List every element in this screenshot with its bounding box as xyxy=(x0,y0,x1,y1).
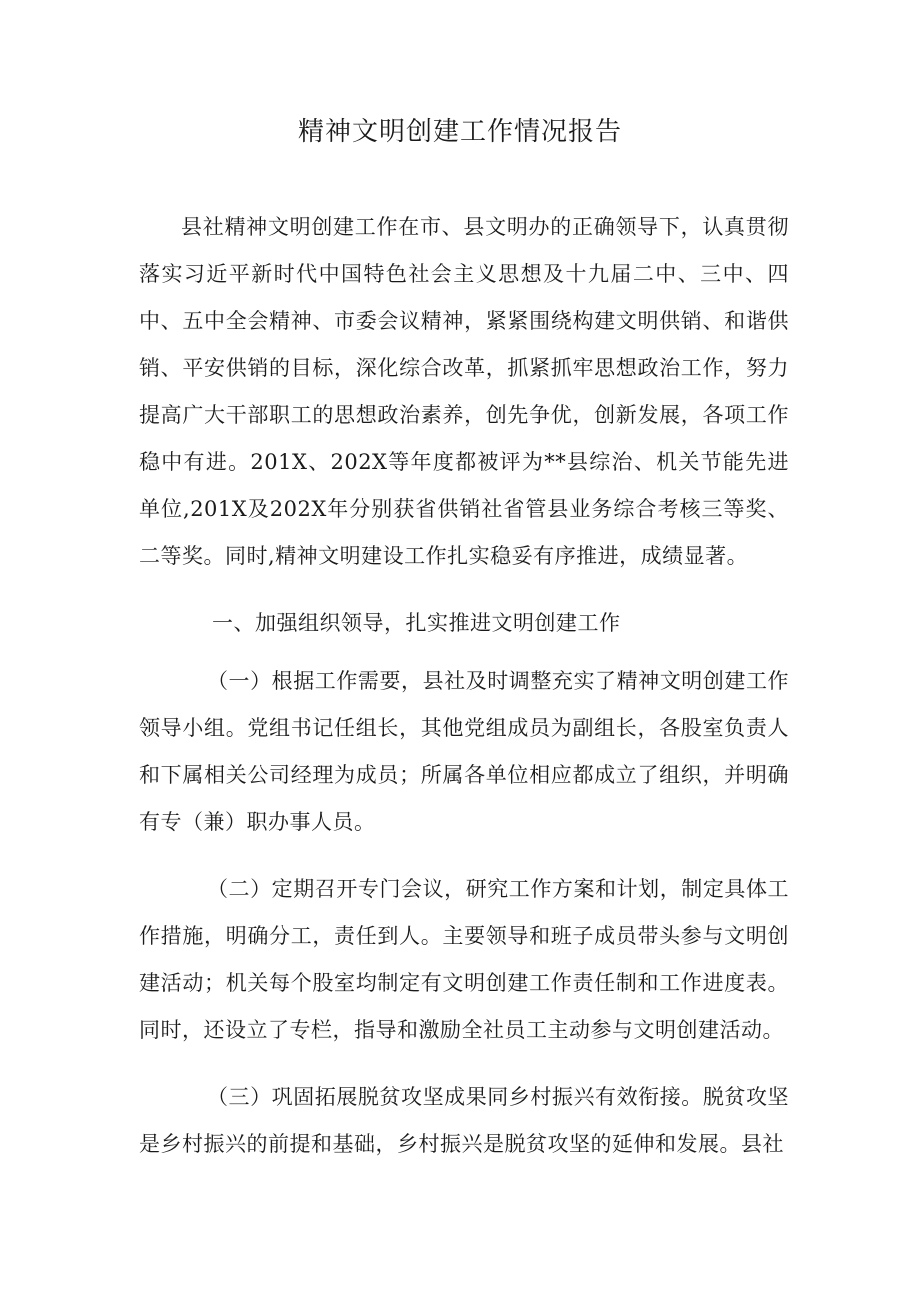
document-title: 精神文明创建工作情况报告 xyxy=(297,117,622,147)
section-heading: 一、加强组织领导，扎实推进文明创建工作 xyxy=(212,611,621,635)
item-paragraph-2: （二）定期召开专门会议，研究工作方案和计划，制定具体工作措施，明确分工，责任到人。主要领导和班子成员带头参与文明创建活动；机关每个股室均制定有文明创建工作责任制和工作进度表。同时，还设立了专栏，指导和激励全社员工主动参与文明创建活动。 xyxy=(139,877,789,1042)
item-paragraph-3: （三）巩固拓展脱贫攻坚成果同乡村振兴有效衔接。脱贫攻坚是乡村振兴的前提和基础，乡村振兴是脱贫攻坚的延伸和发展。县社 xyxy=(139,1085,789,1156)
item-paragraph-1: （一）根据工作需要，县社及时调整充实了精神文明创建工作领导小组。党组书记任组长，其他党组成员为副组长，各股室负责人和下属相关公司经理为成员；所属各单位相应都成立了组织，并明确有专（兼）职办事人员。 xyxy=(139,669,789,834)
intro-paragraph: 县社精神文明创建工作在市、县文明办的正确领导下，认真贯彻落实习近平新时代中国特色社会主义思想及十九届二中、三中、四中、五中全会精神、市委会议精神，紧紧围绕构建文明供销、和谐供销、平安供销的目标，深化综合改革，抓紧抓牢思想政治工作，努力提高广大干部职工的思想政治素养，创先争优，创新发展，各项工作稳中有进。201X、202X等年度都被评为**县综治、机关节能先进单位,201X及202X年分别获省供销社省管县业务综合考核三等奖、二等奖。同时,精神文明建设工作扎实稳妥有序推进，成绩显著。 xyxy=(139,215,789,568)
